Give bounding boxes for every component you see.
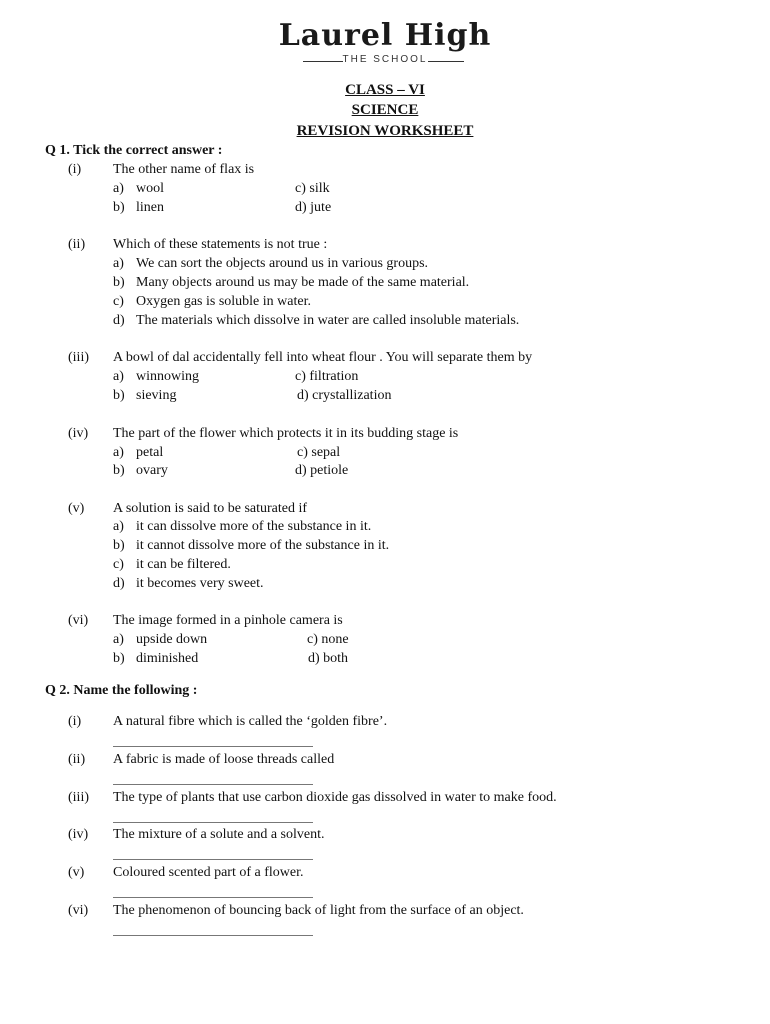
question-text: The part of the flower which protects it in its budding stage is <box>113 426 459 441</box>
question-number: (vi) <box>68 903 89 918</box>
question-number: (ii) <box>68 237 86 252</box>
answer-blank[interactable] <box>113 935 313 936</box>
option-text: it can be filtered. <box>136 557 231 572</box>
question-number: (i) <box>68 162 82 177</box>
option-letter: b) <box>113 388 125 403</box>
option-letter: a) <box>113 445 124 460</box>
option-text: d) both <box>308 651 349 666</box>
question-text: The phenomenon of bouncing back of light from the surface of an object. <box>113 903 524 918</box>
option-letter: b) <box>113 463 125 478</box>
option-letter: b) <box>113 651 125 666</box>
answer-blank[interactable] <box>113 897 313 898</box>
answer-blank[interactable] <box>113 822 313 823</box>
option-text: ovary <box>136 463 168 478</box>
option-text: Many objects around us may be made of the same material. <box>136 275 470 290</box>
school-logo: Laurel High <box>278 18 492 53</box>
question-number: (v) <box>68 501 85 516</box>
option-text: diminished <box>136 651 199 666</box>
question-number: (i) <box>68 714 82 729</box>
subject-heading: SCIENCE <box>351 102 419 118</box>
worksheet-title: REVISION WORKSHEET <box>296 123 474 139</box>
option-text: petal <box>136 445 164 460</box>
option-text: The materials which dissolve in water are called insoluble materials. <box>136 313 520 328</box>
question-text: The image formed in a pinhole camera is <box>113 613 343 628</box>
option-letter: a) <box>113 369 124 384</box>
option-letter: d) <box>113 576 125 591</box>
option-letter: b) <box>113 200 125 215</box>
option-text: c) sepal <box>297 445 341 460</box>
option-text: We can sort the objects around us in various groups. <box>136 256 429 271</box>
option-text: it cannot dissolve more of the substance in it. <box>136 538 390 553</box>
question-number: (iv) <box>68 426 89 441</box>
question-number: (vi) <box>68 613 89 628</box>
question-text: The mixture of a solute and a solvent. <box>113 827 325 842</box>
question-text: The type of plants that use carbon dioxide gas dissolved in water to make food. <box>113 790 557 805</box>
option-letter: a) <box>113 181 124 196</box>
option-letter: d) <box>113 313 125 328</box>
school-logo-subtitle: THE SCHOOL <box>342 54 428 65</box>
option-text: d) jute <box>295 200 332 215</box>
question-number: (v) <box>68 865 85 880</box>
option-text: wool <box>136 181 164 196</box>
question-text: A bowl of dal accidentally fell into wheat flour . You will separate them by <box>113 350 533 365</box>
option-letter: a) <box>113 519 124 534</box>
option-text: d) crystallization <box>297 388 392 403</box>
question-number: (iii) <box>68 350 89 365</box>
question-text: A natural fibre which is called the ‘golden fibre’. <box>113 714 388 729</box>
option-text: c) silk <box>295 181 330 196</box>
question-number: (iv) <box>68 827 89 842</box>
q2-heading: Q 2. Name the following : <box>45 683 198 698</box>
option-letter: c) <box>113 557 124 572</box>
question-number: (ii) <box>68 752 86 767</box>
option-letter: b) <box>113 275 125 290</box>
option-text: linen <box>136 200 164 215</box>
logo-divider-right <box>428 61 464 62</box>
option-letter: b) <box>113 538 125 553</box>
answer-blank[interactable] <box>113 784 313 785</box>
option-letter: c) <box>113 294 124 309</box>
option-text: it can dissolve more of the substance in it. <box>136 519 372 534</box>
answer-blank[interactable] <box>113 859 313 860</box>
option-letter: a) <box>113 256 124 271</box>
question-number: (iii) <box>68 790 89 805</box>
class-heading: CLASS – VI <box>345 82 425 98</box>
question-text: Which of these statements is not true : <box>113 237 328 252</box>
option-text: sieving <box>136 388 177 403</box>
question-text: A fabric is made of loose threads called <box>113 752 335 767</box>
option-letter: a) <box>113 632 124 647</box>
option-text: upside down <box>136 632 208 647</box>
option-text: c) none <box>307 632 349 647</box>
option-text: it becomes very sweet. <box>136 576 264 591</box>
answer-blank[interactable] <box>113 746 313 747</box>
option-text: winnowing <box>136 369 199 384</box>
q1-heading: Q 1. Tick the correct answer : <box>45 143 223 158</box>
option-text: c) filtration <box>295 369 359 384</box>
option-text: Oxygen gas is soluble in water. <box>136 294 311 309</box>
question-text: A solution is said to be saturated if <box>113 501 308 516</box>
question-text: The other name of flax is <box>113 162 255 177</box>
question-text: Coloured scented part of a flower. <box>113 865 304 880</box>
option-text: d) petiole <box>295 463 349 478</box>
